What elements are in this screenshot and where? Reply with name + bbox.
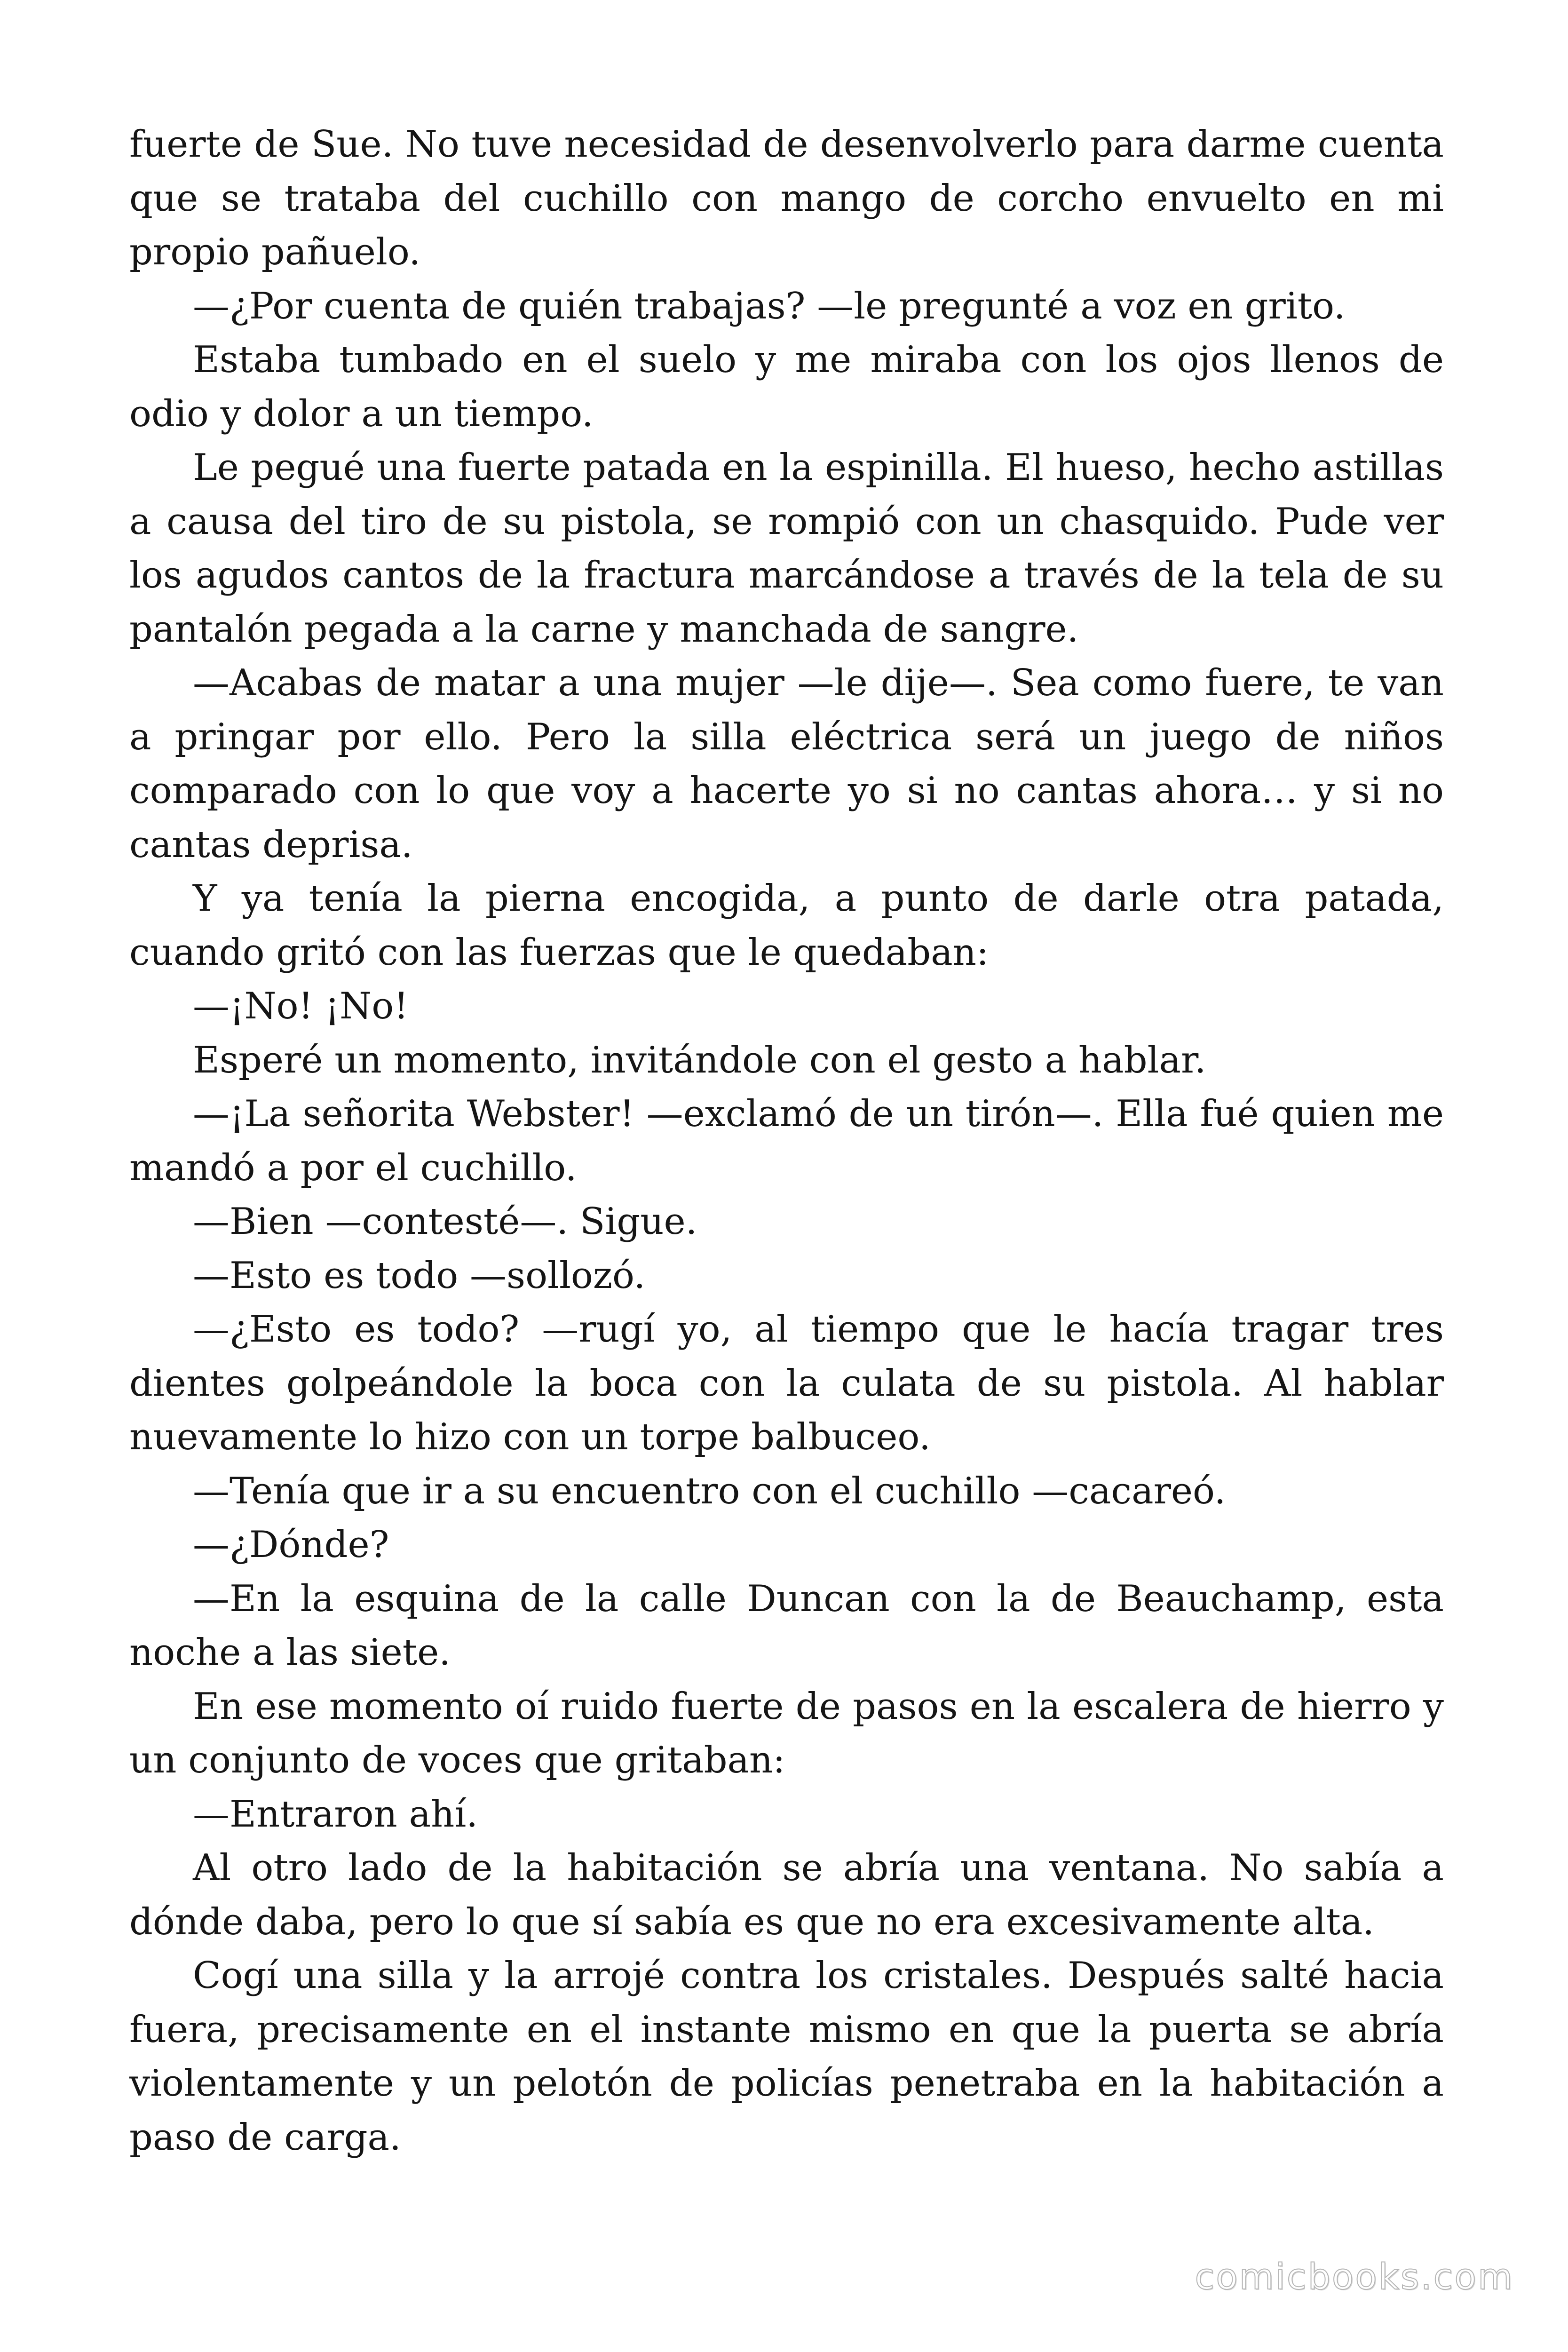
paragraph-11: —Esto es todo —sollozó. bbox=[193, 1254, 646, 1297]
paragraph-4: Le pegué una fuerte patada en la espinilla. El hueso, hecho astillas a causa del tiro de su pistola, se rompió con un chasquido. Pude ver los agudos cantos de la fractura marcándose a través de la tela de su pantalón pegada a la carne y manchada de sangre. bbox=[129, 446, 1444, 651]
paragraph-10: —Bien —contesté—. Sigue. bbox=[193, 1200, 697, 1243]
paragraph-14: —¿Dónde? bbox=[193, 1524, 389, 1566]
book-page-body bbox=[129, 118, 1444, 2164]
watermark: comicbooks.com bbox=[1195, 2256, 1514, 2297]
paragraph-8: Esperé un momento, invitándole con el gesto a hablar. bbox=[193, 1039, 1206, 1081]
paragraph-6: Y ya tenía la pierna encogida, a punto de darle otra patada, cuando gritó con las fuerzas que le quedaban: bbox=[129, 877, 1444, 974]
paragraph-1: fuerte de Sue. No tuve necesidad de desenvolverlo para darme cuenta que se trataba del cuchillo con mango de corcho envuelto en mi propio pañuelo. bbox=[129, 123, 1444, 273]
paragraph-15: —En la esquina de la calle Duncan con la de Beauchamp, esta noche a las siete. bbox=[129, 1577, 1444, 1674]
paragraph-9: —¡La señorita Webster! —exclamó de un tirón—. Ella fué quien me mandó a por el cuchillo. bbox=[129, 1093, 1444, 1189]
paragraph-13: —Tenía que ir a su encuentro con el cuchillo —cacareó. bbox=[193, 1470, 1226, 1512]
paragraph-3: Estaba tumbado en el suelo y me miraba con los ojos llenos de odio y dolor a un tiempo. bbox=[129, 339, 1444, 435]
paragraph-18: Al otro lado de la habitación se abría una ventana. No sabía a dónde daba, pero lo que sí sabía es que no era excesivamente alta. bbox=[129, 1847, 1444, 1943]
paragraph-5: —Acabas de matar a una mujer —le dije—. Sea como fuere, te van a pringar por ello. Pero la silla eléctrica será un juego de niños comparado con lo que voy a hacerte yo si no cantas ahora… y si no cantas deprisa. bbox=[129, 662, 1444, 866]
paragraph-16: En ese momento oí ruido fuerte de pasos en la escalera de hierro y un conjunto de voces que gritaban: bbox=[129, 1685, 1444, 1781]
paragraph-17: —Entraron ahí. bbox=[193, 1793, 478, 1836]
paragraph-7: —¡No! ¡No! bbox=[193, 985, 409, 1027]
paragraph-19: Cogí una silla y la arrojé contra los cristales. Después salté hacia fuera, precisamente en el instante mismo en que la puerta se abría violentamente y un pelotón de policías penetraba en la habitación a paso de carga. bbox=[129, 1955, 1444, 2159]
paragraph-12: —¿Esto es todo? —rugí yo, al tiempo que le hacía tragar tres dientes golpeándole la boca con la culata de su pistola. Al hablar nuevamente lo hizo con un torpe balbuceo. bbox=[129, 1308, 1444, 1458]
paragraph-2: —¿Por cuenta de quién trabajas? —le pregunté a voz en grito. bbox=[193, 285, 1346, 327]
